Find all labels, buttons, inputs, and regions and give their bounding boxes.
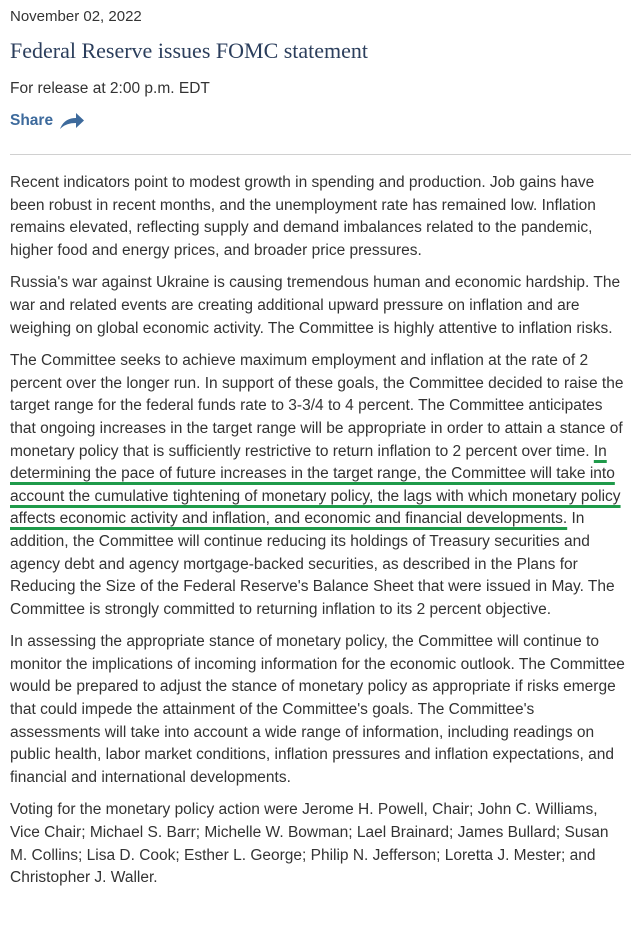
divider (10, 154, 631, 155)
release-date: November 02, 2022 (10, 8, 142, 25)
share-button[interactable] (10, 112, 85, 130)
share-arrow-icon (59, 112, 85, 130)
paragraph-3-after: In addition, the Committee will continue reducing its holdings of Treasury securities and agency debt and agency mortgage-backed securities, as described in the Plans for Reducing the Size of the Federal Reserve's Balance Sheet that were issued in May. The Committee is strongly committed to returning inflation to its 2 percent objective. (10, 510, 615, 618)
release-time: For release at 2:00 p.m. EDT (10, 80, 210, 97)
paragraph-1: Recent indicators point to modest growth in spending and production. Job gains have been robust in recent months, and the unemployment rate has remained low. Inflation remains elevated, reflecting supply and demand imbalances related to the pandemic, higher food and energy prices, and broader price pressures. (10, 174, 596, 259)
highlighted-sentence: In determining the pace of future increases in the target range, the Committee will take into account the cumulative tightening of monetary policy, the lags with which monetary policy affects economic activity and inflation, and economic and financial developments. (10, 442, 621, 528)
statement-body (10, 172, 628, 900)
paragraph-5: Voting for the monetary policy action were Jerome H. Powell, Chair; John C. Williams, Vice Chair; Michael S. Barr; Michelle W. Bowman; Lael Brainard; James Bullard; Susan M. Collins; Lisa D. Cook; Esther L. George; Philip N. Jefferson; Loretta J. Mester; and Christopher J. Waller. (10, 801, 609, 887)
page-title: Federal Reserve issues FOMC statement (10, 38, 369, 63)
paragraph-4: In assessing the appropriate stance of monetary policy, the Committee will continue to monitor the implications of incoming information for the economic outlook. The Committee would be prepared to adjust the stance of monetary policy as appropriate if risks emerge that could impede the attainment of the Committee's goals. The Committee's assessments will take into account a wide range of information, including readings on public health, labor market conditions, inflation pressures and inflation expectations, and financial and international developments. (10, 633, 625, 786)
share-label: Share (10, 112, 54, 129)
paragraph-2: Russia's war against Ukraine is causing tremendous human and economic hardship. The war and related events are creating additional upward pressure on inflation and are weighing on global economic activity. The Committee is highly attentive to inflation risks. (10, 274, 621, 337)
paragraph-3-before: The Committee seeks to achieve maximum employment and inflation at the rate of 2 percent over the longer run. In support of these goals, the Committee decided to raise the target range for the federal funds rate to 3-3/4 to 4 percent. The Committee anticipates that ongoing increases in the target range will be appropriate in order to attain a stance of monetary policy that is sufficiently restrictive to return inflation to 2 percent over time. (10, 352, 624, 460)
paragraph-3 (10, 350, 628, 621)
